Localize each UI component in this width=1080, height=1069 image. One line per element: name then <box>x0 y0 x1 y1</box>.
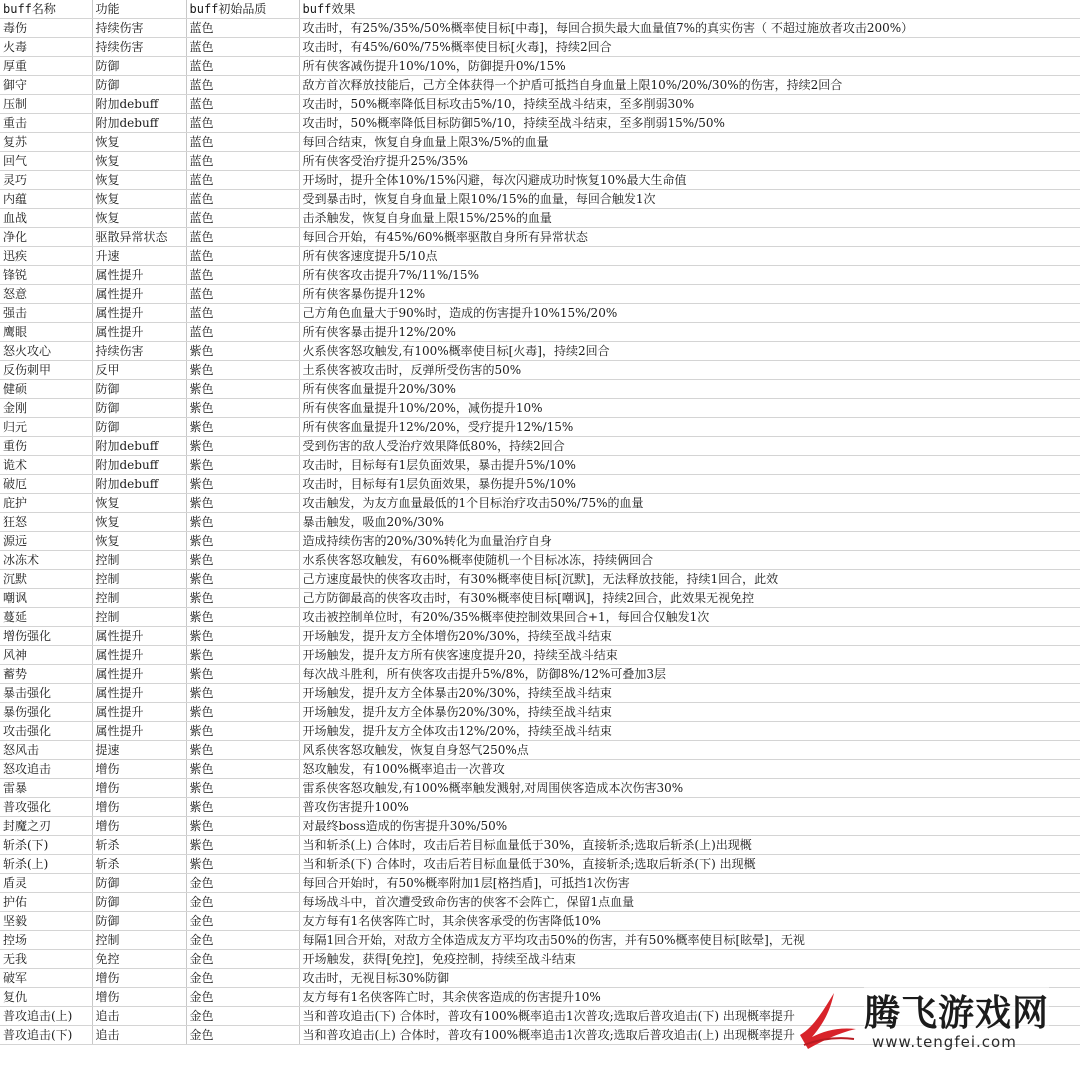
cell-function[interactable]: 属性提升 <box>92 665 186 684</box>
table-row <box>0 931 1080 950</box>
cell-buff-effect[interactable]: 受到伤害的敌人受治疗效果降低80%，持续2回合 <box>299 437 1080 456</box>
cell-initial-quality[interactable]: 紫色 <box>186 380 299 399</box>
table-row <box>0 19 1080 38</box>
table-row <box>0 760 1080 779</box>
header-initial-quality[interactable]: buff初始品质 <box>186 0 299 19</box>
cell-buff-name[interactable]: 攻击强化 <box>0 722 92 741</box>
cell-initial-quality[interactable]: 蓝色 <box>186 285 299 304</box>
cell-buff-name[interactable]: 封魔之刃 <box>0 817 92 836</box>
cell-buff-effect[interactable]: 开场触发，获得[免控]，免疫控制，持续至战斗结束 <box>299 950 1080 969</box>
cell-buff-effect[interactable]: 己方角色血量大于90%时，造成的伤害提升10%15%/20% <box>299 304 1080 323</box>
table-row <box>0 589 1080 608</box>
cell-buff-effect[interactable]: 雷系侠客怒攻触发,有100%概率触发溅射,对周围侠客造成本次伤害30% <box>299 779 1080 798</box>
cell-function[interactable]: 控制 <box>92 589 186 608</box>
table-row <box>0 798 1080 817</box>
cell-function[interactable]: 追击 <box>92 1007 186 1026</box>
cell-buff-effect[interactable]: 风系侠客怒攻触发，恢复自身怒气250%点 <box>299 741 1080 760</box>
cell-buff-name[interactable]: 强击 <box>0 304 92 323</box>
table-row <box>0 1026 1080 1045</box>
cell-initial-quality[interactable]: 紫色 <box>186 646 299 665</box>
cell-initial-quality[interactable]: 蓝色 <box>186 209 299 228</box>
cell-function[interactable]: 驱散异常状态 <box>92 228 186 247</box>
cell-initial-quality[interactable]: 紫色 <box>186 437 299 456</box>
cell-buff-name[interactable]: 破军 <box>0 969 92 988</box>
cell-buff-name[interactable]: 斩杀(下) <box>0 836 92 855</box>
cell-initial-quality[interactable]: 紫色 <box>186 551 299 570</box>
cell-initial-quality[interactable]: 紫色 <box>186 342 299 361</box>
cell-function[interactable]: 增伤 <box>92 798 186 817</box>
cell-buff-effect[interactable]: 每隔1回合开始，对敌方全体造成友方平均攻击50%的伤害，并有50%概率使目标[眩晕]，无视 <box>299 931 1080 950</box>
cell-initial-quality[interactable]: 金色 <box>186 969 299 988</box>
cell-buff-name[interactable]: 压制 <box>0 95 92 114</box>
cell-initial-quality[interactable]: 紫色 <box>186 627 299 646</box>
cell-buff-name[interactable]: 回气 <box>0 152 92 171</box>
header-buff-name[interactable]: buff名称 <box>0 0 92 19</box>
cell-initial-quality[interactable]: 紫色 <box>186 665 299 684</box>
cell-buff-name[interactable]: 健硕 <box>0 380 92 399</box>
table-row <box>0 1007 1080 1026</box>
cell-function[interactable]: 恢复 <box>92 209 186 228</box>
table-row <box>0 969 1080 988</box>
header-buff-effect[interactable]: buff效果 <box>299 0 1080 19</box>
cell-buff-name[interactable]: 蔓延 <box>0 608 92 627</box>
cell-initial-quality[interactable]: 紫色 <box>186 817 299 836</box>
cell-buff-name[interactable]: 怒攻追击 <box>0 760 92 779</box>
cell-buff-effect[interactable]: 受到暴击时，恢复自身血量上限10%/15%的血量，每回合触发1次 <box>299 190 1080 209</box>
cell-function[interactable]: 追击 <box>92 1026 186 1045</box>
cell-buff-name[interactable]: 暴伤强化 <box>0 703 92 722</box>
cell-initial-quality[interactable]: 金色 <box>186 893 299 912</box>
cell-buff-name[interactable]: 金刚 <box>0 399 92 418</box>
cell-initial-quality[interactable]: 紫色 <box>186 608 299 627</box>
cell-buff-effect[interactable]: 每回合开始，有45%/60%概率驱散自身所有异常状态 <box>299 228 1080 247</box>
cell-function[interactable]: 属性提升 <box>92 627 186 646</box>
cell-buff-name[interactable]: 复仇 <box>0 988 92 1007</box>
cell-buff-effect[interactable]: 土系侠客被攻击时，反弹所受伤害的50% <box>299 361 1080 380</box>
table-row <box>0 627 1080 646</box>
cell-initial-quality[interactable]: 紫色 <box>186 475 299 494</box>
cell-buff-effect[interactable]: 敌方首次释放技能后，己方全体获得一个护盾可抵挡自身血量上限10%/20%/30%的伤害，持续2回合 <box>299 76 1080 95</box>
cell-function[interactable]: 免控 <box>92 950 186 969</box>
cell-initial-quality[interactable]: 蓝色 <box>186 228 299 247</box>
cell-initial-quality[interactable]: 紫色 <box>186 513 299 532</box>
cell-function[interactable]: 增伤 <box>92 969 186 988</box>
cell-function[interactable]: 属性提升 <box>92 703 186 722</box>
cell-buff-effect[interactable]: 普攻伤害提升100% <box>299 798 1080 817</box>
cell-function[interactable]: 恢复 <box>92 190 186 209</box>
cell-buff-effect[interactable]: 当和普攻追击(上) 合体时，普攻有100%概率追击1次普攻;选取后普攻追击(上) 出现概率提升 <box>299 1026 1080 1045</box>
table-row <box>0 741 1080 760</box>
cell-initial-quality[interactable]: 蓝色 <box>186 247 299 266</box>
cell-buff-name[interactable]: 沉默 <box>0 570 92 589</box>
cell-initial-quality[interactable]: 紫色 <box>186 855 299 874</box>
cell-buff-name[interactable]: 净化 <box>0 228 92 247</box>
cell-function[interactable]: 防御 <box>92 418 186 437</box>
cell-initial-quality[interactable]: 紫色 <box>186 779 299 798</box>
cell-buff-name[interactable]: 无我 <box>0 950 92 969</box>
cell-buff-effect[interactable]: 开场时，提升全体10%/15%闪避，每次闪避成功时恢复10%最大生命值 <box>299 171 1080 190</box>
table-row <box>0 570 1080 589</box>
cell-buff-name[interactable]: 灵巧 <box>0 171 92 190</box>
cell-buff-effect[interactable]: 攻击时，有25%/35%/50%概率使目标[中毒]，每回合损失最大血量值7%的真实伤害（ 不超过施放者攻击200%） <box>299 19 1080 38</box>
cell-function[interactable]: 反甲 <box>92 361 186 380</box>
cell-buff-effect[interactable]: 所有侠客速度提升5/10点 <box>299 247 1080 266</box>
table-row <box>0 950 1080 969</box>
table-row <box>0 285 1080 304</box>
cell-buff-name[interactable]: 冰冻术 <box>0 551 92 570</box>
table-row <box>0 703 1080 722</box>
cell-buff-effect[interactable]: 所有侠客攻击提升7%/11%/15% <box>299 266 1080 285</box>
watermark-url: www.tengfei.com <box>872 1033 1017 1051</box>
table-row <box>0 266 1080 285</box>
table-row <box>0 551 1080 570</box>
table-row <box>0 513 1080 532</box>
table-row <box>0 342 1080 361</box>
cell-buff-effect[interactable]: 攻击触发，为友方血量最低的1个目标治疗攻击50%/75%的血量 <box>299 494 1080 513</box>
cell-buff-effect[interactable]: 开场触发，提升友方全体暴击20%/30%，持续至战斗结束 <box>299 684 1080 703</box>
cell-initial-quality[interactable]: 紫色 <box>186 589 299 608</box>
cell-initial-quality[interactable]: 蓝色 <box>186 266 299 285</box>
cell-initial-quality[interactable]: 蓝色 <box>186 114 299 133</box>
cell-function[interactable]: 增伤 <box>92 779 186 798</box>
cell-initial-quality[interactable]: 紫色 <box>186 418 299 437</box>
cell-function[interactable]: 防御 <box>92 399 186 418</box>
table-row <box>0 836 1080 855</box>
cell-function[interactable]: 增伤 <box>92 760 186 779</box>
cell-function[interactable]: 恢复 <box>92 494 186 513</box>
cell-function[interactable]: 持续伤害 <box>92 342 186 361</box>
cell-initial-quality[interactable]: 蓝色 <box>186 95 299 114</box>
cell-function[interactable]: 附加debuff <box>92 456 186 475</box>
table-row <box>0 532 1080 551</box>
cell-buff-effect[interactable]: 当和斩杀(下) 合体时，攻击后若目标血量低于30%，直接斩杀;选取后斩杀(下) 出现概 <box>299 855 1080 874</box>
cell-function[interactable]: 增伤 <box>92 817 186 836</box>
cell-buff-name[interactable]: 雷暴 <box>0 779 92 798</box>
cell-buff-name[interactable]: 蓄势 <box>0 665 92 684</box>
table-row <box>0 437 1080 456</box>
cell-initial-quality[interactable]: 紫色 <box>186 456 299 475</box>
cell-initial-quality[interactable]: 金色 <box>186 1026 299 1045</box>
cell-initial-quality[interactable]: 蓝色 <box>186 190 299 209</box>
cell-function[interactable]: 控制 <box>92 551 186 570</box>
cell-function[interactable]: 恢复 <box>92 532 186 551</box>
cell-initial-quality[interactable]: 蓝色 <box>186 76 299 95</box>
table-row <box>0 684 1080 703</box>
cell-initial-quality[interactable]: 蓝色 <box>186 38 299 57</box>
cell-initial-quality[interactable]: 金色 <box>186 988 299 1007</box>
cell-buff-effect[interactable]: 友方每有1名侠客阵亡时，其余侠客造成的伤害提升10% <box>299 988 1080 1007</box>
cell-buff-name[interactable]: 斩杀(上) <box>0 855 92 874</box>
cell-buff-effect[interactable]: 攻击时，有45%/60%/75%概率使目标[火毒]，持续2回合 <box>299 38 1080 57</box>
cell-initial-quality[interactable]: 蓝色 <box>186 171 299 190</box>
cell-initial-quality[interactable]: 蓝色 <box>186 19 299 38</box>
cell-buff-name[interactable]: 重击 <box>0 114 92 133</box>
cell-buff-name[interactable]: 护佑 <box>0 893 92 912</box>
cell-function[interactable]: 控制 <box>92 608 186 627</box>
cell-initial-quality[interactable]: 紫色 <box>186 361 299 380</box>
cell-buff-name[interactable]: 控场 <box>0 931 92 950</box>
cell-function[interactable]: 属性提升 <box>92 304 186 323</box>
cell-initial-quality[interactable]: 金色 <box>186 912 299 931</box>
cell-buff-name[interactable]: 反伤刺甲 <box>0 361 92 380</box>
table-row <box>0 855 1080 874</box>
cell-function[interactable]: 防御 <box>92 893 186 912</box>
table-row <box>0 988 1080 1007</box>
cell-initial-quality[interactable]: 蓝色 <box>186 304 299 323</box>
cell-function[interactable]: 附加debuff <box>92 114 186 133</box>
table-row <box>0 190 1080 209</box>
cell-buff-effect[interactable]: 每场战斗中，首次遭受致命伤害的侠客不会阵亡，保留1点血量 <box>299 893 1080 912</box>
cell-buff-effect[interactable]: 当和斩杀(上) 合体时，攻击后若目标血量低于30%，直接斩杀;选取后斩杀(上)出现概 <box>299 836 1080 855</box>
cell-buff-effect[interactable]: 造成持续伤害的20%/30%转化为血量治疗自身 <box>299 532 1080 551</box>
cell-initial-quality[interactable]: 紫色 <box>186 532 299 551</box>
cell-function[interactable]: 防御 <box>92 912 186 931</box>
cell-buff-effect[interactable]: 每次战斗胜利，所有侠客攻击提升5%/8%，防御8%/12%可叠加3层 <box>299 665 1080 684</box>
cell-buff-effect[interactable]: 攻击被控制单位时，有20%/35%概率使控制效果回合+1，每回合仅触发1次 <box>299 608 1080 627</box>
table-row <box>0 912 1080 931</box>
cell-buff-effect[interactable]: 火系侠客怒攻触发,有100%概率使目标[火毒]，持续2回合 <box>299 342 1080 361</box>
cell-buff-effect[interactable]: 每回合结束，恢复自身血量上限3%/5%的血量 <box>299 133 1080 152</box>
table-row <box>0 209 1080 228</box>
cell-buff-name[interactable]: 增伤强化 <box>0 627 92 646</box>
cell-buff-name[interactable]: 源远 <box>0 532 92 551</box>
cell-buff-name[interactable]: 破厄 <box>0 475 92 494</box>
cell-buff-effect[interactable]: 友方每有1名侠客阵亡时，其余侠客承受的伤害降低10% <box>299 912 1080 931</box>
cell-buff-effect[interactable]: 所有侠客血量提升10%/20%，减伤提升10% <box>299 399 1080 418</box>
cell-buff-name[interactable]: 火毒 <box>0 38 92 57</box>
cell-buff-effect[interactable]: 攻击时，无视目标30%防御 <box>299 969 1080 988</box>
cell-function[interactable]: 附加debuff <box>92 437 186 456</box>
cell-initial-quality[interactable]: 紫色 <box>186 836 299 855</box>
table-row <box>0 304 1080 323</box>
table-row <box>0 456 1080 475</box>
cell-buff-name[interactable]: 普攻强化 <box>0 798 92 817</box>
cell-initial-quality[interactable]: 金色 <box>186 1007 299 1026</box>
cell-buff-name[interactable]: 盾灵 <box>0 874 92 893</box>
cell-buff-name[interactable]: 内蕴 <box>0 190 92 209</box>
cell-buff-name[interactable]: 嘲讽 <box>0 589 92 608</box>
table-row <box>0 722 1080 741</box>
cell-function[interactable]: 属性提升 <box>92 722 186 741</box>
cell-buff-effect[interactable]: 己方速度最快的侠客攻击时，有30%概率使目标[沉默]，无法释放技能，持续1回合，此效 <box>299 570 1080 589</box>
table-row <box>0 779 1080 798</box>
cell-function[interactable]: 属性提升 <box>92 266 186 285</box>
cell-buff-effect[interactable]: 攻击时，50%概率降低目标防御5%/10，持续至战斗结束，至多削弱15%/50% <box>299 114 1080 133</box>
table-row <box>0 399 1080 418</box>
cell-initial-quality[interactable]: 蓝色 <box>186 152 299 171</box>
cell-buff-effect[interactable]: 每回合开始时，有50%概率附加1层[格挡盾]，可抵挡1次伤害 <box>299 874 1080 893</box>
cell-buff-name[interactable]: 怒火攻心 <box>0 342 92 361</box>
cell-function[interactable]: 附加debuff <box>92 95 186 114</box>
cell-buff-effect[interactable]: 开场触发，提升友方全体攻击12%/20%，持续至战斗结束 <box>299 722 1080 741</box>
table-row <box>0 475 1080 494</box>
cell-initial-quality[interactable]: 金色 <box>186 931 299 950</box>
cell-buff-effect[interactable]: 开场触发，提升友方全体暴伤20%/30%，持续至战斗结束 <box>299 703 1080 722</box>
cell-function[interactable]: 控制 <box>92 931 186 950</box>
cell-initial-quality[interactable]: 紫色 <box>186 570 299 589</box>
table-row <box>0 57 1080 76</box>
table-row <box>0 95 1080 114</box>
cell-buff-name[interactable]: 御守 <box>0 76 92 95</box>
cell-buff-name[interactable]: 重伤 <box>0 437 92 456</box>
cell-function[interactable]: 恢复 <box>92 171 186 190</box>
cell-function[interactable]: 恢复 <box>92 133 186 152</box>
cell-buff-name[interactable]: 狂怒 <box>0 513 92 532</box>
cell-initial-quality[interactable]: 紫色 <box>186 798 299 817</box>
cell-initial-quality[interactable]: 蓝色 <box>186 323 299 342</box>
cell-buff-effect[interactable]: 己方防御最高的侠客攻击时，有30%概率使目标[嘲讽]，持续2回合，此效果无视免控 <box>299 589 1080 608</box>
cell-function[interactable]: 附加debuff <box>92 475 186 494</box>
cell-buff-effect[interactable]: 开场触发，提升友方所有侠客速度提升20，持续至战斗结束 <box>299 646 1080 665</box>
cell-function[interactable]: 控制 <box>92 570 186 589</box>
cell-initial-quality[interactable]: 蓝色 <box>186 57 299 76</box>
cell-function[interactable]: 斩杀 <box>92 855 186 874</box>
cell-buff-name[interactable]: 锋锐 <box>0 266 92 285</box>
cell-function[interactable]: 防御 <box>92 874 186 893</box>
cell-function[interactable]: 升速 <box>92 247 186 266</box>
cell-buff-name[interactable]: 鹰眼 <box>0 323 92 342</box>
table-row <box>0 171 1080 190</box>
table-row <box>0 152 1080 171</box>
cell-buff-name[interactable]: 暴击强化 <box>0 684 92 703</box>
cell-buff-name[interactable]: 复苏 <box>0 133 92 152</box>
watermark-title: 腾飞游戏网 <box>864 985 1049 1036</box>
table-row <box>0 893 1080 912</box>
cell-function[interactable]: 防御 <box>92 76 186 95</box>
cell-buff-effect[interactable]: 攻击时，目标每有1层负面效果，暴伤提升5%/10% <box>299 475 1080 494</box>
table-row <box>0 247 1080 266</box>
cell-buff-name[interactable]: 怒意 <box>0 285 92 304</box>
cell-initial-quality[interactable]: 金色 <box>186 874 299 893</box>
table-row <box>0 361 1080 380</box>
cell-buff-name[interactable]: 迅疾 <box>0 247 92 266</box>
cell-buff-name[interactable]: 庇护 <box>0 494 92 513</box>
cell-initial-quality[interactable]: 紫色 <box>186 494 299 513</box>
cell-buff-effect[interactable]: 怒攻触发，有100%概率追击一次普攻 <box>299 760 1080 779</box>
cell-function[interactable]: 恢复 <box>92 513 186 532</box>
cell-initial-quality[interactable]: 蓝色 <box>186 133 299 152</box>
cell-buff-effect[interactable]: 攻击时，目标每有1层负面效果，暴击提升5%/10% <box>299 456 1080 475</box>
cell-initial-quality[interactable]: 紫色 <box>186 684 299 703</box>
table-row <box>0 418 1080 437</box>
cell-buff-effect[interactable]: 开场触发，提升友方全体增伤20%/30%，持续至战斗结束 <box>299 627 1080 646</box>
cell-buff-effect[interactable]: 所有侠客暴击提升12%/20% <box>299 323 1080 342</box>
cell-initial-quality[interactable]: 紫色 <box>186 399 299 418</box>
cell-function[interactable]: 防御 <box>92 57 186 76</box>
table-row <box>0 608 1080 627</box>
cell-buff-effect[interactable]: 所有侠客暴伤提升12% <box>299 285 1080 304</box>
cell-buff-name[interactable]: 诡术 <box>0 456 92 475</box>
table-row <box>0 874 1080 893</box>
cell-initial-quality[interactable]: 金色 <box>186 950 299 969</box>
table-row <box>0 114 1080 133</box>
cell-buff-name[interactable]: 普攻追击(下) <box>0 1026 92 1045</box>
table-row <box>0 646 1080 665</box>
cell-function[interactable]: 恢复 <box>92 152 186 171</box>
table-header-row <box>0 0 1080 19</box>
cell-buff-effect[interactable]: 攻击时，50%概率降低目标攻击5%/10，持续至战斗结束，至多削弱30% <box>299 95 1080 114</box>
cell-function[interactable]: 属性提升 <box>92 285 186 304</box>
cell-function[interactable]: 斩杀 <box>92 836 186 855</box>
cell-buff-name[interactable]: 毒伤 <box>0 19 92 38</box>
table-row <box>0 133 1080 152</box>
table-row <box>0 380 1080 399</box>
table-row <box>0 76 1080 95</box>
table-row <box>0 38 1080 57</box>
cell-function[interactable]: 持续伤害 <box>92 38 186 57</box>
cell-buff-effect[interactable]: 所有侠客受治疗提升25%/35% <box>299 152 1080 171</box>
cell-buff-effect[interactable]: 对最终boss造成的伤害提升30%/50% <box>299 817 1080 836</box>
cell-function[interactable]: 防御 <box>92 380 186 399</box>
table-row <box>0 665 1080 684</box>
header-function[interactable]: 功能 <box>92 0 186 19</box>
cell-initial-quality[interactable]: 紫色 <box>186 703 299 722</box>
cell-buff-name[interactable]: 风神 <box>0 646 92 665</box>
cell-initial-quality[interactable]: 紫色 <box>186 741 299 760</box>
cell-buff-name[interactable]: 血战 <box>0 209 92 228</box>
cell-buff-effect[interactable]: 暴击触发，吸血20%/30% <box>299 513 1080 532</box>
cell-function[interactable]: 持续伤害 <box>92 19 186 38</box>
cell-buff-effect[interactable]: 所有侠客血量提升20%/30% <box>299 380 1080 399</box>
table-row <box>0 817 1080 836</box>
table-row <box>0 494 1080 513</box>
cell-initial-quality[interactable]: 紫色 <box>186 760 299 779</box>
cell-buff-name[interactable]: 坚毅 <box>0 912 92 931</box>
cell-buff-name[interactable]: 怒风击 <box>0 741 92 760</box>
cell-function[interactable]: 属性提升 <box>92 684 186 703</box>
table-row <box>0 323 1080 342</box>
cell-buff-name[interactable]: 归元 <box>0 418 92 437</box>
cell-buff-effect[interactable]: 水系侠客怒攻触发，有60%概率使随机一个目标冰冻，持续俩回合 <box>299 551 1080 570</box>
cell-function[interactable]: 属性提升 <box>92 323 186 342</box>
cell-function[interactable]: 提速 <box>92 741 186 760</box>
cell-buff-effect[interactable]: 所有侠客减伤提升10%/10%，防御提升0%/15% <box>299 57 1080 76</box>
cell-buff-effect[interactable]: 击杀触发，恢复自身血量上限15%/25%的血量 <box>299 209 1080 228</box>
cell-buff-name[interactable]: 普攻追击(上) <box>0 1007 92 1026</box>
cell-buff-effect[interactable]: 当和普攻追击(下) 合体时，普攻有100%概率追击1次普攻;选取后普攻追击(下) 出现概率提升 <box>299 1007 1080 1026</box>
cell-function[interactable]: 属性提升 <box>92 646 186 665</box>
cell-buff-effect[interactable]: 所有侠客血量提升12%/20%，受疗提升12%/15% <box>299 418 1080 437</box>
cell-function[interactable]: 增伤 <box>92 988 186 1007</box>
table-row <box>0 228 1080 247</box>
cell-initial-quality[interactable]: 紫色 <box>186 722 299 741</box>
cell-buff-name[interactable]: 厚重 <box>0 57 92 76</box>
